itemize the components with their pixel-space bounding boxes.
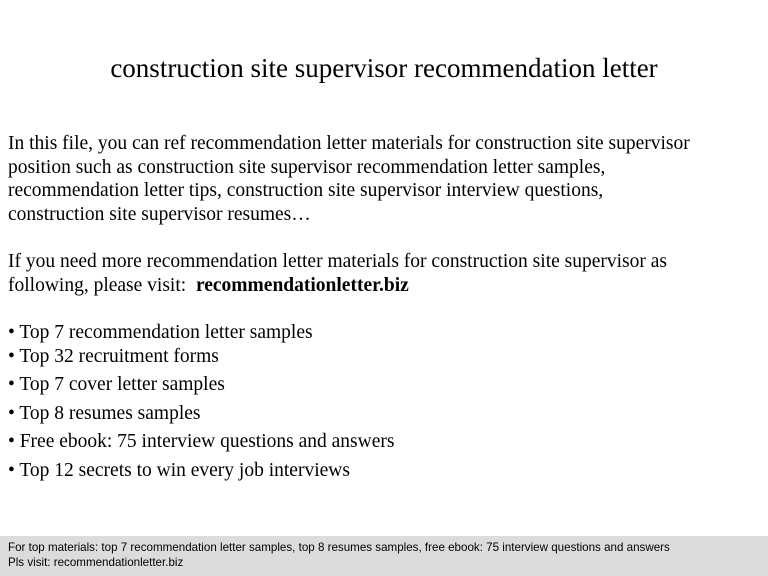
intro-line: In this file, you can ref recommendation letter materials for construction site supervisor <box>8 133 690 154</box>
visit-line <box>8 274 766 298</box>
visit-prefix: following, please visit: <box>8 274 187 296</box>
intro-line: recommendation letter tips, construction site supervisor interview questions, <box>8 180 604 202</box>
resource-list <box>8 321 394 483</box>
footer-bar <box>0 536 768 576</box>
footer-line: Pls visit: recommendationletter.biz <box>8 556 184 569</box>
list-item: • Free ebook: 75 interview questions and answers <box>8 431 395 453</box>
list-item: • Top 7 recommendation letter samples <box>8 322 313 343</box>
footer-line: For top materials: top 7 recommendation letter samples, top 8 resumes samples, free ebook: 75 interview questions and answers <box>8 541 670 554</box>
intro-line: construction site supervisor resumes… <box>8 203 311 225</box>
visit-paragraph <box>8 250 766 297</box>
list-item: • Top 7 cover letter samples <box>8 374 225 396</box>
intro-paragraph <box>8 132 766 226</box>
intro-line: position such as construction site supervisor recommendation letter samples, <box>8 156 606 178</box>
site-link[interactable]: recommendationletter.biz <box>195 274 409 296</box>
list-item: • Top 12 secrets to win every job interviews <box>8 459 350 481</box>
visit-line: If you need more recommendation letter materials for construction site supervisor as <box>8 251 667 272</box>
list-item: • Top 8 resumes samples <box>8 402 201 424</box>
page-title: construction site supervisor recommendation letter <box>110 53 658 83</box>
list-item: • Top 32 recruitment forms <box>8 345 219 367</box>
